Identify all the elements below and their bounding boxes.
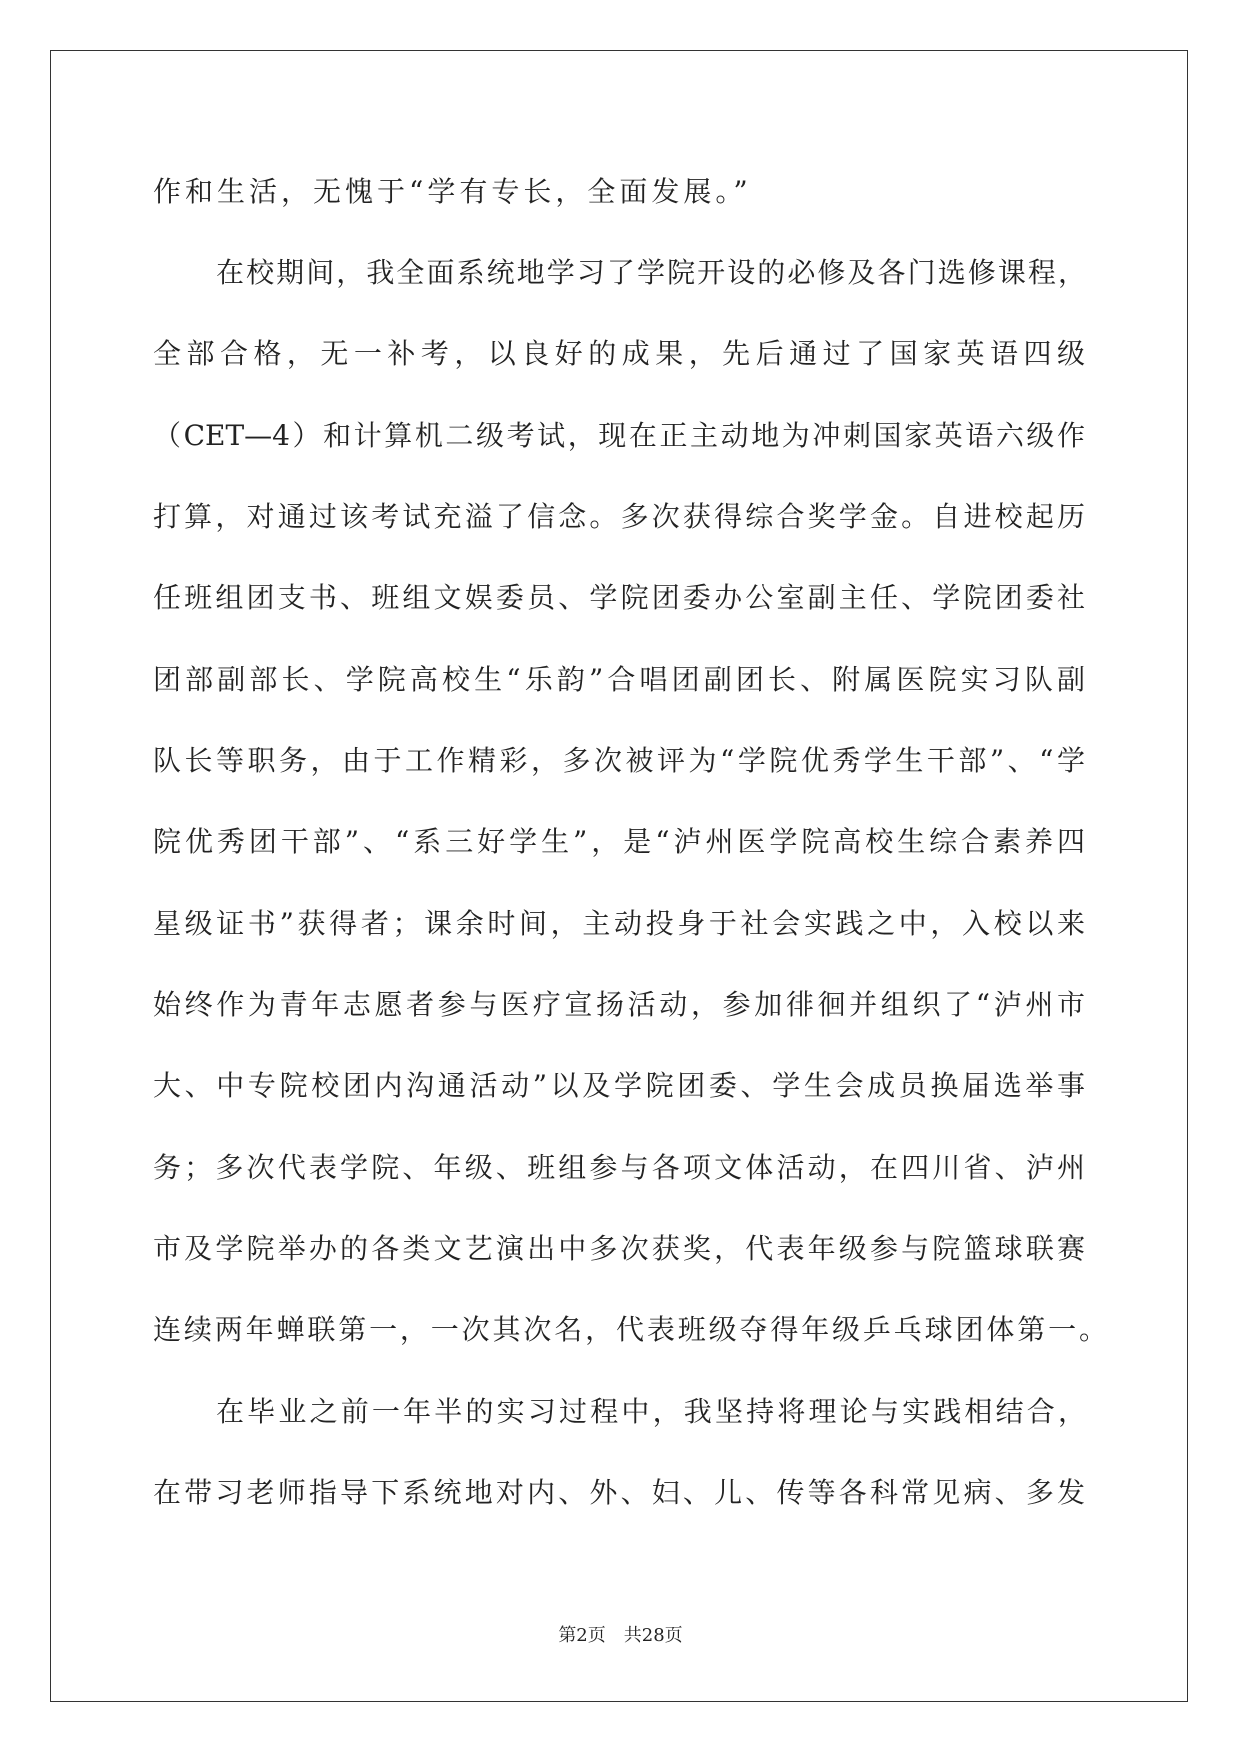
body-text-line: 作和生活，无愧于“学有专长，全面发展。” [153, 175, 752, 208]
body-text-line: 始终作为青年志愿者参与医疗宣扬活动，参加徘徊并组织了“泸州市 [153, 988, 1085, 1021]
body-text-line: 全部合格，无一补考，以良好的成果，先后通过了国家英语四级 [153, 337, 1085, 370]
body-text-line: 团部副部长、学院高校生“乐韵”合唱团副团长、附属医院实习队副 [153, 663, 1085, 696]
body-text-line: 队长等职务，由于工作精彩，多次被评为“学院优秀学生干部”、“学 [153, 744, 1085, 777]
body-text-line: 市及学院举办的各类文艺演出中多次获奖，代表年级参与院篮球联赛 [153, 1232, 1085, 1265]
body-text-line: 务；多次代表学院、年级、班组参与各项文体活动，在四川省、泸州 [153, 1151, 1085, 1184]
page-number-footer: 第2页 共28页 [558, 1625, 683, 1646]
body-text-line: 院优秀团干部”、“系三好学生”，是“泸州医学院高校生综合素养四 [153, 825, 1085, 858]
body-text-line: （CET—4）和计算机二级考试，现在正主动地为冲刺国家英语六级作 [153, 419, 1085, 452]
paragraph-end-line: 连续两年蝉联第一，一次其次名，代表班级夺得年级乒乓球团体第一。 [153, 1313, 1107, 1346]
body-text-line: 打算，对通过该考试充溢了信念。多次获得综合奖学金。自进校起历 [153, 500, 1085, 533]
page-border [50, 50, 1188, 1702]
paragraph-start-line: 在校期间，我全面系统地学习了学院开设的必修及各门选修课程， [216, 256, 1086, 289]
body-text-line: 大、中专院校团内沟通活动”以及学院团委、学生会成员换届选举事 [153, 1069, 1085, 1102]
body-text-line: 任班组团支书、班组文娱委员、学院团委办公室副主任、学院团委社 [153, 581, 1085, 614]
paragraph-start-line: 在毕业之前一年半的实习过程中，我坚持将理论与实践相结合， [216, 1395, 1086, 1428]
body-text-line: 在带习老师指导下系统地对内、外、妇、儿、传等各科常见病、多发 [153, 1476, 1085, 1509]
body-text-line: 星级证书”获得者；课余时间，主动投身于社会实践之中，入校以来 [153, 907, 1085, 940]
